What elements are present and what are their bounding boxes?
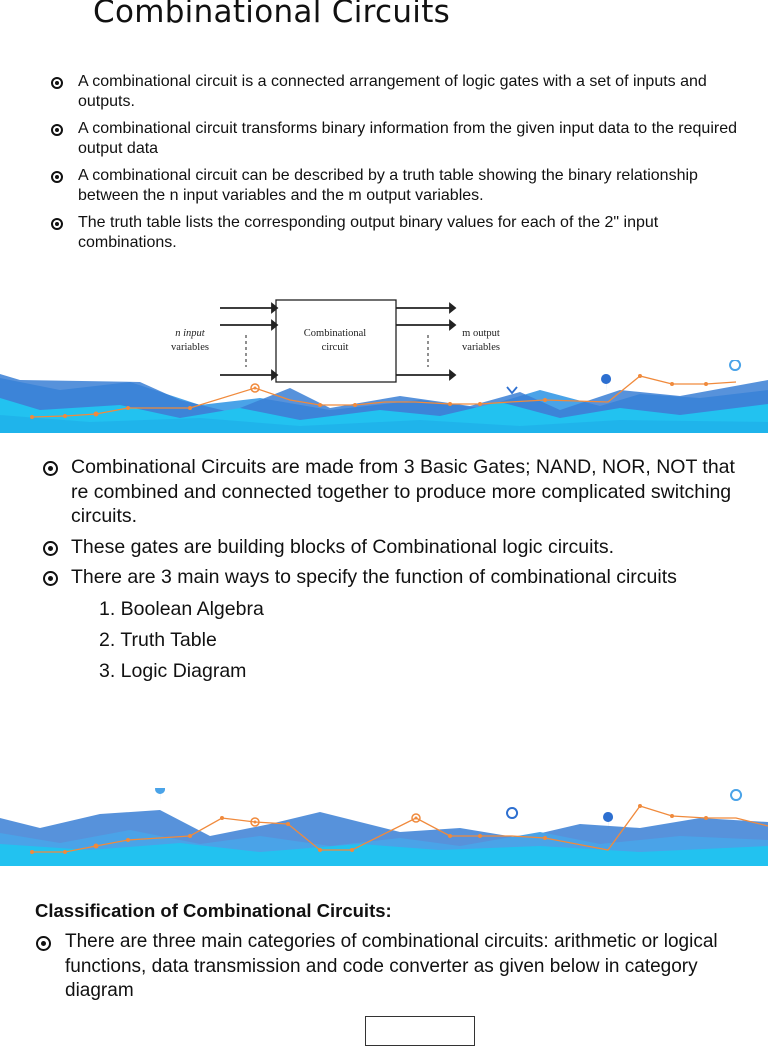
bullet-icon xyxy=(51,77,63,89)
box-label: Combinational xyxy=(303,328,367,339)
circuit-box xyxy=(276,300,396,382)
list-item xyxy=(50,72,750,112)
numbered-list xyxy=(99,594,264,687)
box-label-sub: circuit xyxy=(321,342,349,353)
bullet-icon xyxy=(51,218,63,230)
input-label-sub: variables xyxy=(171,342,209,353)
bullet-icon xyxy=(51,124,63,136)
map-pin-outline-icon xyxy=(730,360,740,370)
section-heading: Classification of Combinational Circuits: xyxy=(35,900,392,921)
bullet-icon xyxy=(43,461,58,476)
slide1-bullet-list xyxy=(50,72,750,260)
list-item: 2. Truth Table xyxy=(99,629,217,651)
bullet-text: A combinational circuit transforms binary information from the given input data to the required output data xyxy=(78,120,737,157)
list-item: 1. Boolean Algebra xyxy=(99,598,264,620)
bullet-text: Combinational Circuits are made from 3 Basic Gates; NAND, NOR, NOT that re combined and connected together to produce more complicated switching circuits. xyxy=(71,456,735,527)
list-item xyxy=(42,455,742,529)
map-pin-icon xyxy=(601,374,611,392)
bullet-icon xyxy=(36,936,51,951)
bullet-text: A combinational circuit can be described by a truth table showing the binary relationship between the n input variables and the m output variables. xyxy=(78,167,698,204)
category-diagram-box xyxy=(365,1016,475,1046)
slide2-bullet-list xyxy=(42,455,742,596)
map-pin-outline-icon xyxy=(731,790,741,800)
output-label-sub: variables xyxy=(462,342,500,353)
bullet-icon xyxy=(43,571,58,586)
slide3-bullet-list xyxy=(35,930,735,1004)
slide-title: Combinational Circuits xyxy=(93,0,451,30)
bullet-text: These gates are building blocks of Combinational logic circuits. xyxy=(71,535,615,558)
output-label: m output xyxy=(462,328,500,339)
bullet-text: There are 3 main ways to specify the function of combinational circuits xyxy=(71,566,677,588)
list-item xyxy=(42,565,742,590)
bullet-icon xyxy=(43,541,58,556)
block-diagram xyxy=(160,295,520,390)
list-item xyxy=(42,535,742,560)
map-pin-outline-icon xyxy=(507,808,517,818)
list-item xyxy=(35,930,735,1004)
list-item xyxy=(50,119,750,159)
list-item xyxy=(50,166,750,206)
map-pin-icon xyxy=(155,788,165,802)
bullet-text: The truth table lists the corresponding output binary values for each of the 2" input combinations. xyxy=(78,214,659,251)
list-item: 3. Logic Diagram xyxy=(99,660,247,682)
list-item xyxy=(50,213,750,253)
bullet-text: A combinational circuit is a connected arrangement of logic gates with a set of inputs and outputs. xyxy=(78,73,707,110)
bullet-text: There are three main categories of combinational circuits: arithmetic or logical functions, data transmission and code converter as given below in category diagram xyxy=(65,931,718,1001)
wave-decoration xyxy=(0,788,768,866)
bullet-icon xyxy=(51,171,63,183)
slide-1 xyxy=(0,0,768,433)
input-label: n input xyxy=(175,328,205,339)
